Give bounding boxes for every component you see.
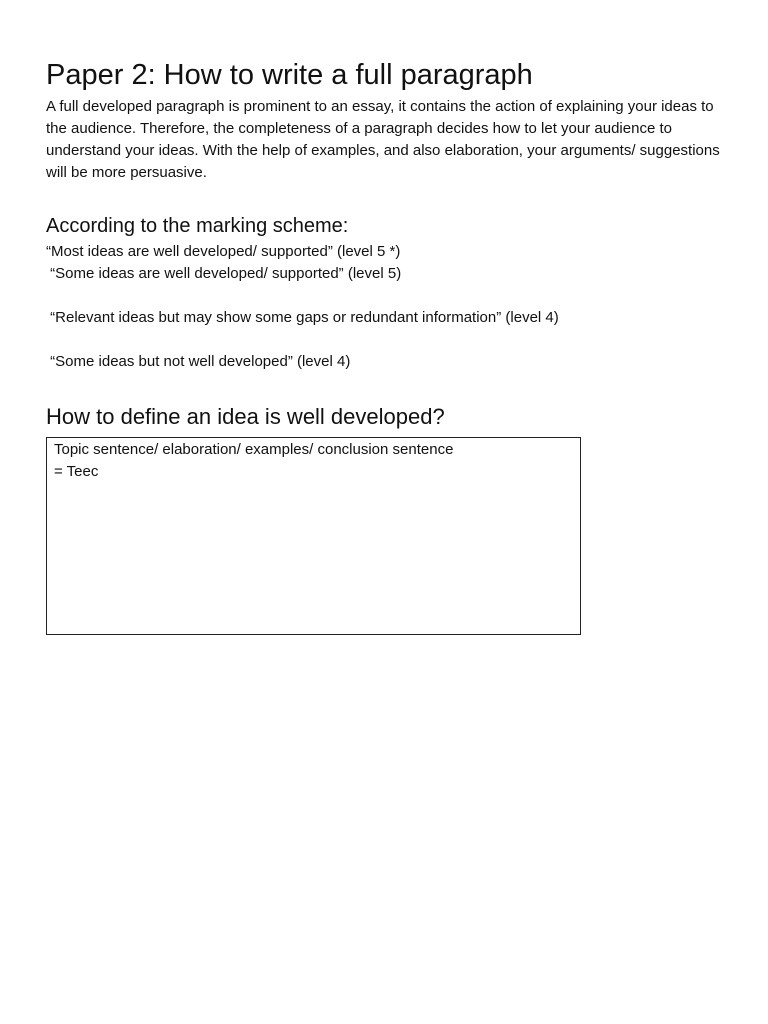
answer-box-line: Topic sentence/ elaboration/ examples/ conclusion sentence [54, 441, 454, 458]
document-title: Paper 2: How to write a full paragraph [46, 59, 533, 91]
criterion-level-4-not-developed: “Some ideas but not well developed” (level 4) [46, 353, 351, 370]
document-page [46, 56, 726, 635]
answer-box [46, 437, 581, 635]
answer-box-line: = Teec [54, 463, 99, 480]
intro-paragraph: A full developed paragraph is prominent to an essay, it contains the action of explaining your ideas to the audience. Therefore, the completeness of a paragraph decides how to let your audience to understand your ideas. With the help of examples, and also elaboration, your arguments/ suggestions will be more persuasive. [46, 98, 720, 181]
criterion-level-5-star: “Most ideas are well developed/ supported” (level 5 *) [46, 243, 401, 260]
define-heading: How to define an idea is well developed? [46, 404, 445, 429]
marking-scheme-heading: According to the marking scheme: [46, 215, 349, 237]
criterion-level-4-relevant: “Relevant ideas but may show some gaps or redundant information” (level 4) [46, 309, 559, 326]
criterion-level-5: “Some ideas are well developed/ supported” (level 5) [46, 265, 402, 282]
